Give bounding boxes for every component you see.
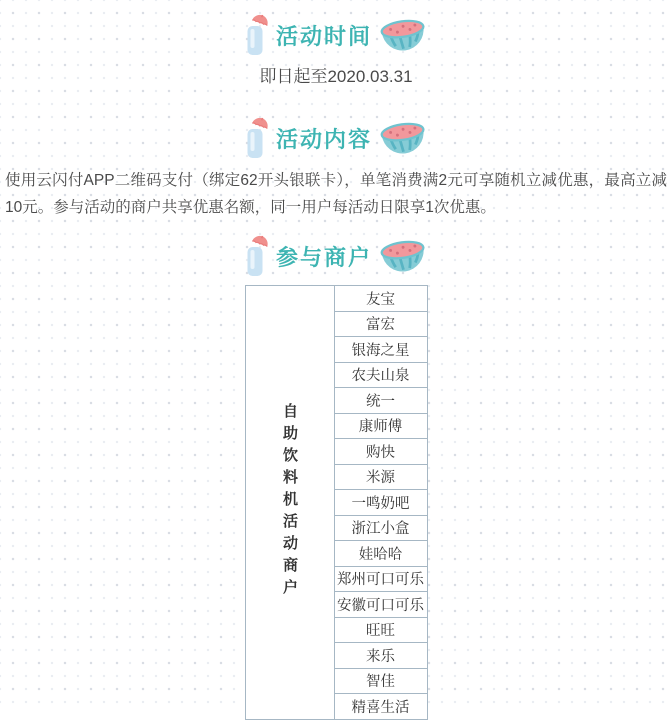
merchant-row bbox=[335, 414, 427, 440]
merchant-row bbox=[335, 694, 427, 719]
merchant-name: 统一 bbox=[366, 393, 395, 410]
merchant-name: 一鸣奶吧 bbox=[351, 495, 410, 512]
section-header-merchants bbox=[0, 233, 672, 279]
section-header-time bbox=[0, 0, 672, 58]
merchant-row bbox=[335, 567, 427, 593]
section-title: 参与商户 bbox=[275, 244, 372, 270]
merchant-row bbox=[335, 465, 427, 491]
merchant-row bbox=[335, 592, 427, 618]
drink-cup-icon bbox=[245, 117, 269, 159]
merchant-row bbox=[335, 669, 427, 695]
drink-cup-icon bbox=[245, 235, 269, 277]
merchant-name: 精喜生活 bbox=[351, 699, 410, 716]
merchant-name: 安徽可口可乐 bbox=[337, 597, 424, 614]
merchant-name: 农夫山泉 bbox=[351, 368, 410, 385]
merchant-table bbox=[245, 285, 428, 720]
merchant-row bbox=[335, 516, 427, 542]
merchant-name: 智佳 bbox=[366, 674, 395, 691]
merchant-row bbox=[335, 337, 427, 363]
merchant-name: 购快 bbox=[366, 444, 395, 461]
merchant-name: 友宝 bbox=[366, 291, 395, 308]
section-title: 活动内容 bbox=[275, 126, 372, 152]
merchant-name: 娃哈哈 bbox=[358, 546, 403, 563]
merchant-row bbox=[335, 618, 427, 644]
section-header-content bbox=[0, 115, 672, 161]
drink-cup-icon bbox=[245, 14, 269, 56]
merchant-row bbox=[335, 643, 427, 669]
activity-date: 即日起至2020.03.31 bbox=[259, 67, 413, 86]
watermelon-icon bbox=[379, 235, 427, 277]
merchant-name: 银海之星 bbox=[351, 342, 410, 359]
merchant-row bbox=[335, 286, 427, 312]
merchant-row bbox=[335, 388, 427, 414]
merchant-row bbox=[335, 312, 427, 338]
merchant-row bbox=[335, 363, 427, 389]
merchant-row bbox=[335, 439, 427, 465]
merchant-category-cell bbox=[246, 286, 335, 719]
merchant-name: 浙江小盒 bbox=[351, 521, 410, 538]
merchant-name: 郑州可口可乐 bbox=[337, 572, 424, 589]
merchant-row bbox=[335, 490, 427, 516]
merchant-name: 米源 bbox=[366, 470, 395, 487]
section-title: 活动时间 bbox=[275, 23, 372, 49]
merchant-name: 康师傅 bbox=[358, 419, 403, 436]
watermelon-icon bbox=[379, 14, 427, 56]
merchant-list bbox=[335, 286, 427, 719]
merchant-category-label: 自助饮料机活动商户 bbox=[281, 403, 298, 602]
merchant-name: 来乐 bbox=[366, 648, 395, 665]
merchant-name: 旺旺 bbox=[366, 623, 395, 640]
activity-description: 使用云闪付APP二维码支付（绑定62开头银联卡），单笔消费满2元可享随机立减优惠，最高立减10元。参与活动的商户共享优惠名额，同一用户每活动日限享1次优惠。 bbox=[5, 172, 667, 216]
merchant-name: 富宏 bbox=[366, 317, 395, 334]
merchant-row bbox=[335, 541, 427, 567]
watermelon-icon bbox=[379, 117, 427, 159]
